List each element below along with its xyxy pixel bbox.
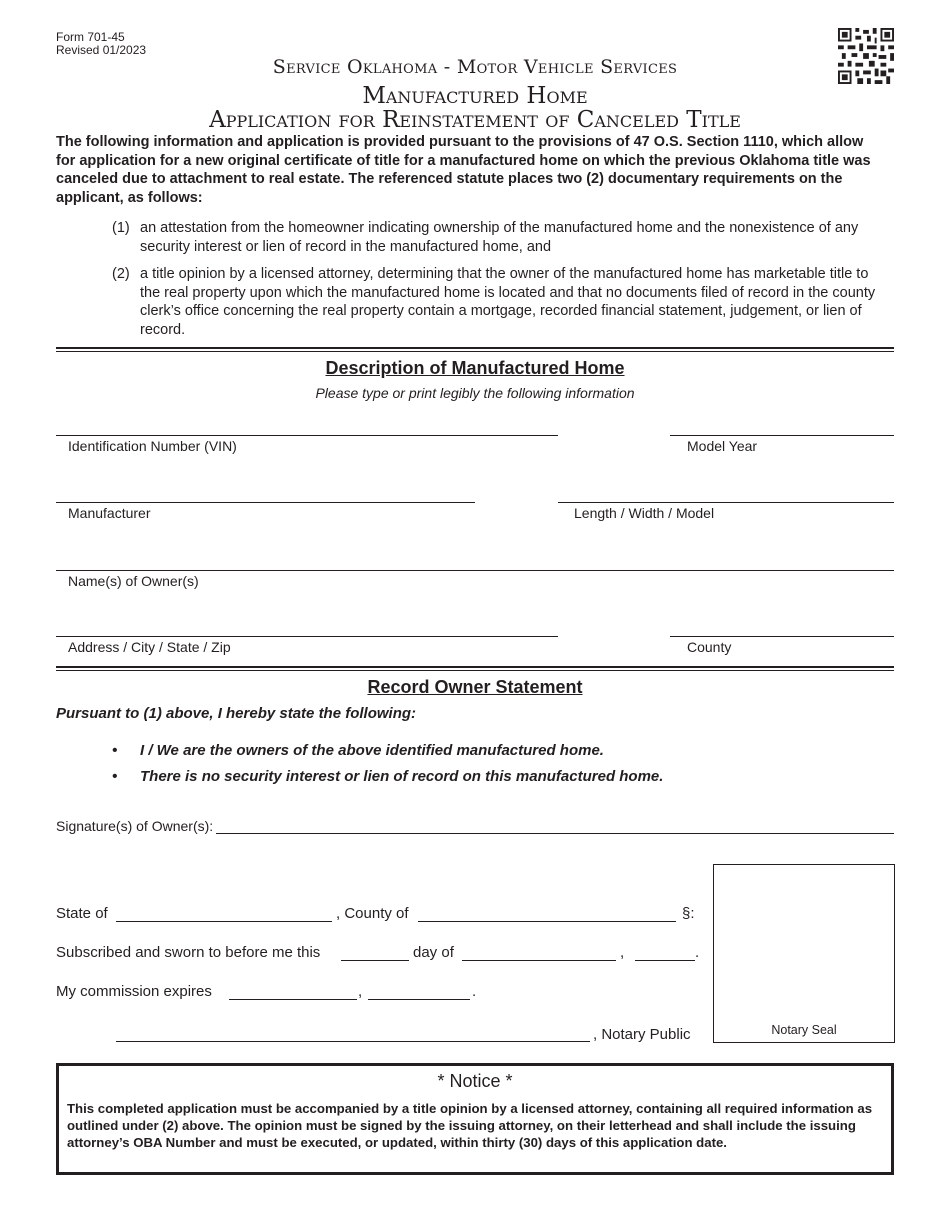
notary-seal-box xyxy=(713,864,895,1043)
revision-date: Revised 01/2023 xyxy=(56,43,147,57)
form-number: Form 701-45 xyxy=(56,30,125,44)
requirement-item xyxy=(112,265,892,339)
state-of-label: State of xyxy=(56,905,108,922)
commission-year-field[interactable] xyxy=(368,999,470,1000)
manufacturer-label: Manufacturer xyxy=(68,505,151,521)
address-field[interactable] xyxy=(56,636,558,637)
pursuant-text: Pursuant to (1) above, I hereby state the following: xyxy=(56,705,417,722)
commission-label: My commission expires xyxy=(56,983,212,1000)
county-label: County xyxy=(687,639,732,655)
commission-date-field[interactable] xyxy=(229,999,357,1000)
notary-county-field[interactable] xyxy=(418,921,676,922)
requirement-number: (1) xyxy=(112,220,130,236)
intro-paragraph: The following information and application is provided pursuant to the provisions of 47 O.S. Section 1110, which allow for application for a new original certificate of title for a manufactured home on which the previous Oklahoma title was canceled due to attachment to real estate. The referenced statute places two (2) documentary requirements on the applicant, as follows: xyxy=(56,134,871,206)
form-title-line1: Manufactured Home xyxy=(362,83,588,109)
period-mark: . xyxy=(695,944,700,961)
notary-public-label: , Notary Public xyxy=(593,1026,691,1043)
day-of-label: day of xyxy=(413,944,454,961)
manufacturer-field[interactable] xyxy=(56,502,475,503)
owners-label: Name(s) of Owner(s) xyxy=(68,573,199,589)
county-field[interactable] xyxy=(670,636,894,637)
comma-separator: , xyxy=(358,983,363,1000)
description-subheading: Please type or print legibly the following information xyxy=(315,385,635,401)
vin-field[interactable] xyxy=(56,435,558,436)
sworn-month-field[interactable] xyxy=(462,960,616,961)
bullet-dot: • xyxy=(112,768,118,785)
period-mark: . xyxy=(472,983,477,1000)
statement-heading: Record Owner Statement xyxy=(367,677,583,697)
notary-signature-field[interactable] xyxy=(116,1041,590,1042)
requirement-text: an attestation from the homeowner indicating ownership of the manufactured home and the nonexistence of any security interest or lien of record in the manufactured home, and xyxy=(140,220,859,255)
bullet-text: There is no security interest or lien of record on this manufactured home. xyxy=(140,768,664,785)
notice-box xyxy=(56,1063,894,1175)
owners-field[interactable] xyxy=(56,570,894,571)
comma-separator: , xyxy=(620,944,625,961)
length-width-model-field[interactable] xyxy=(558,502,894,503)
statement-bullet xyxy=(112,768,663,785)
notice-title: * Notice * xyxy=(437,1071,513,1091)
requirement-item xyxy=(112,219,892,256)
address-label: Address / City / State / Zip xyxy=(68,639,231,655)
model-year-field[interactable] xyxy=(670,435,894,436)
bullet-dot: • xyxy=(112,742,118,759)
signature-label: Signature(s) of Owner(s): xyxy=(56,818,214,834)
requirement-text: a title opinion by a licensed attorney, determining that the owner of the manufactured home has marketable title to the real property upon which the manufactured home is located and that no documents filed of record in the county clerk’s office concerning the real property contain a mortgage, recorded financial statement, judgement, or lien of record. xyxy=(140,266,876,338)
statement-bullet xyxy=(112,742,604,759)
length-width-model-label: Length / Width / Model xyxy=(574,505,715,521)
vin-label: Identification Number (VIN) xyxy=(68,438,237,454)
agency-name: Service Oklahoma - Motor Vehicle Services xyxy=(272,56,678,78)
notary-seal-label: Notary Seal xyxy=(771,1023,837,1037)
county-of-label: , County of xyxy=(336,905,409,922)
notice-text: This completed application must be accompanied by a title opinion by a licensed attorney, containing all required information as outlined under (2) above. The opinion must be signed by the issuing attorney, on their letterhead and shall include the issuing attorney’s OBA Number and must be executed, or updated, within thirty (30) days of this application date. xyxy=(67,1101,873,1150)
sworn-year-field[interactable] xyxy=(635,960,695,961)
owner-signature-field[interactable] xyxy=(216,833,894,834)
sworn-day-field[interactable] xyxy=(341,960,409,961)
section-divider xyxy=(56,666,894,671)
description-heading: Description of Manufactured Home xyxy=(325,358,625,378)
model-year-label: Model Year xyxy=(687,438,758,454)
requirement-number: (2) xyxy=(112,266,130,282)
bullet-text: I / We are the owners of the above identified manufactured home. xyxy=(140,742,604,759)
state-field[interactable] xyxy=(116,921,332,922)
form-number-block xyxy=(56,31,146,57)
section-divider xyxy=(56,347,894,352)
form-title-line2: Application for Reinstatement of Canceled Title xyxy=(209,107,741,133)
section-mark: §: xyxy=(682,905,695,922)
subscribed-label: Subscribed and sworn to before me this xyxy=(56,944,321,961)
